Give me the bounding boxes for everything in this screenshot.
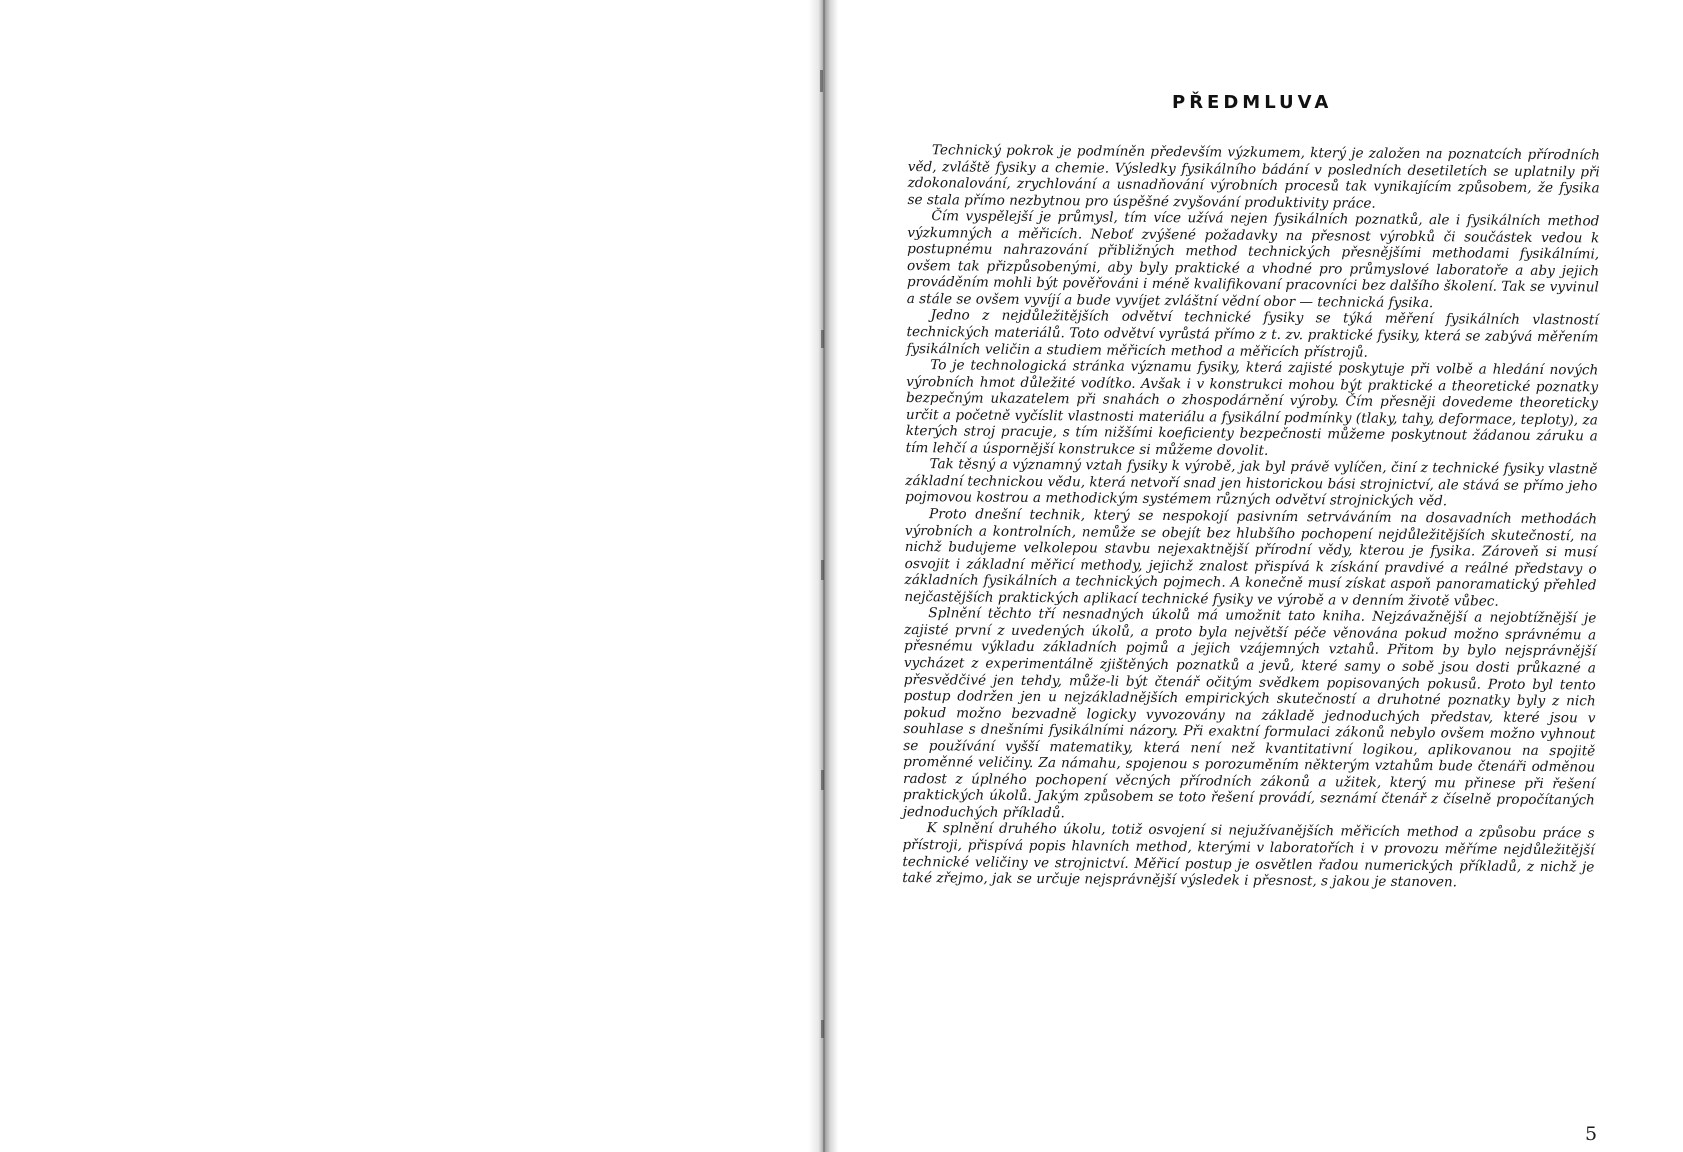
paragraph: K splnění druhého úkolu, totiž osvojení si nejužívanějších měřicích method a způsobu práce s přístroji, přispívá popis hlavních method, kterými v laboratořích i v provozu měříme nejdůležitější technické veličiny ve strojnictví. Měřicí postup je osvětlen řadou numerických příkladů, z nichž je také zřejmo, jak se určuje nejsprávnější výsledek i přesnost, s jakou je stanoven. [902,820,1595,891]
preface-text [902,142,1600,892]
binding-thread-mark [821,560,824,580]
paragraph: Tak těsný a významný vztah fysiky k výrobě, jak byl právě vylíčen, činí z technické fysiky vlastně základní technickou vědu, která netvoří snad jen historickou bási strojnictví, ale stává se přímo jeho pojmovou kostrou a methodickým systémem různých odvětví strojnických věd. [905,456,1598,510]
paragraph: Čím vyspělejší je průmysl, tím více užívá nejen fysikálních poznatků, ale i fysikálních method výzkumných a měřicích. Neboť zvýšené požadavky na přesnost výrobků či součástek vedou k postupnému nahrazování přibližných method technických přesnějšími methodami fysikálními, ovšem tak přizpůsobenými, aby byly praktické a vhodné pro průmyslové laboratoře a aby jejich prováděním mohli být pověřováni i méně kvalifikovaní pracovníci bez dalšího školení. Tak se vyvinul a stále se ovšem vyvíjí a bude vyvíjet zvláštní vědní obor — technická fysika. [906,208,1600,312]
paragraph: To je technologická stránka významu fysiky, která zajisté poskytuje při volbě a hledání nových výrobních hmot důležité vodítko. Avšak i v konstrukci mohou být praktické a theoretické poznatky bezpečným ukazatelem při snahách o zhospodárnění výroby. Čím přesněji dovedeme theoreticky určit a početně vyčíslit vlastnosti materiálu a fysikální podmínky (tlaky, tahy, deformace, teploty), za kterých stroj pracuje, s tím nižšími koeficienty bezpečnosti můžeme poskytnout žádanou záruku a tím lehčí a úspornější konstrukce si můžeme dovolit. [905,357,1599,459]
paragraph: Proto dnešní technik, který se nespokojí pasivním setrváváním na dosavadních methodách výrobních a kontrolních, nemůže se obejít bez hlubšího pochopení nejdůležitějších skutečností, na nichž budujeme velkolepou stavbu nejexaktnější přírodní vědy, kterou je fysika. Zároveň si musí osvojit i základní měřicí methody, jejichž znalost přispívá k získání pravdivé a reálné představy o základních fysikálních a technických pojmech. A konečně musí získat aspoň panoramatický přehled nejčastějších praktických aplikací technické fysiky ve výrobě a v denním životě vůbec. [904,506,1598,610]
page-number: 5 [1585,1123,1598,1145]
left-page-blank [0,0,820,1152]
binding-thread-mark [821,1020,824,1038]
page-title: PŘEDMLUVA [1172,92,1333,113]
binding-thread-mark [821,330,824,348]
binding-thread-mark [821,770,824,790]
binding-thread-mark [820,70,823,92]
paragraph: Jedno z nejdůležitějších odvětví technické fysiky se týká měření fysikálních vlastností technických materiálů. Toto odvětví vyrůstá přímo z t. zv. praktické fysiky, která se zabývá měřením fysikálních veličin a studiem měřicích method a měřicích přístrojů. [906,307,1599,361]
paragraph: Splnění těchto tří nesnadných úkolů má umožnit tato kniha. Nejzávažnější a nejobtížnější je zajisté první z uvedených úkolů, a proto byla největší péče věnována pokud možno správnému a přesnému výkladu základních pojmů a jejich vzájemných vztahů. Přitom by bylo nejsprávnější vycházet z experimentálně zjištěných poznatků a jevů, které samy o sobě jsou dosti průkazné a přesvědčivé jen tehdy, může-li být čtenář očitým svědkem popisovaných pokusů. Proto byl tento postup dodržen jen u nejzákladnějších empirických skutečností a druhotné poznatky byly z nich pokud možno bezvadně logicky vyvozovány na základě jednoduchých představ, které jsou v souhlase s dnešními fysikálními názory. Při exaktní formulaci zákonů nebylo ovšem možno vyhnout se používání vyšší matematiky, která není než kvantitativní logikou, aplikovanou na spojitě proměnné veličiny. Za námahu, spojenou s porozuměním některým vztahům bude čtenáři odměnou radost z úplného pochopení věcných přírodních zákonů a užitek, který mu přinese při řešení praktických úkolů. Jakým způsobem se toto řešení provádí, seznámí čtenář z číselně propočítaných jednoduchých příkladů. [902,605,1597,822]
paragraph: Technický pokrok je podmíněn především výzkumem, který je založen na poznatcích přírodních věd, zvláště fysiky a chemie. Výsledky fysikálního bádání v posledních desetiletích se uplatnily při zdokonalování, zrychlování a usnadňování výrobních procesů tak vynikajícím způsobem, že fysika se stala přímo nezbytnou pro úspěšné zvyšování produktivity práce. [907,142,1600,212]
